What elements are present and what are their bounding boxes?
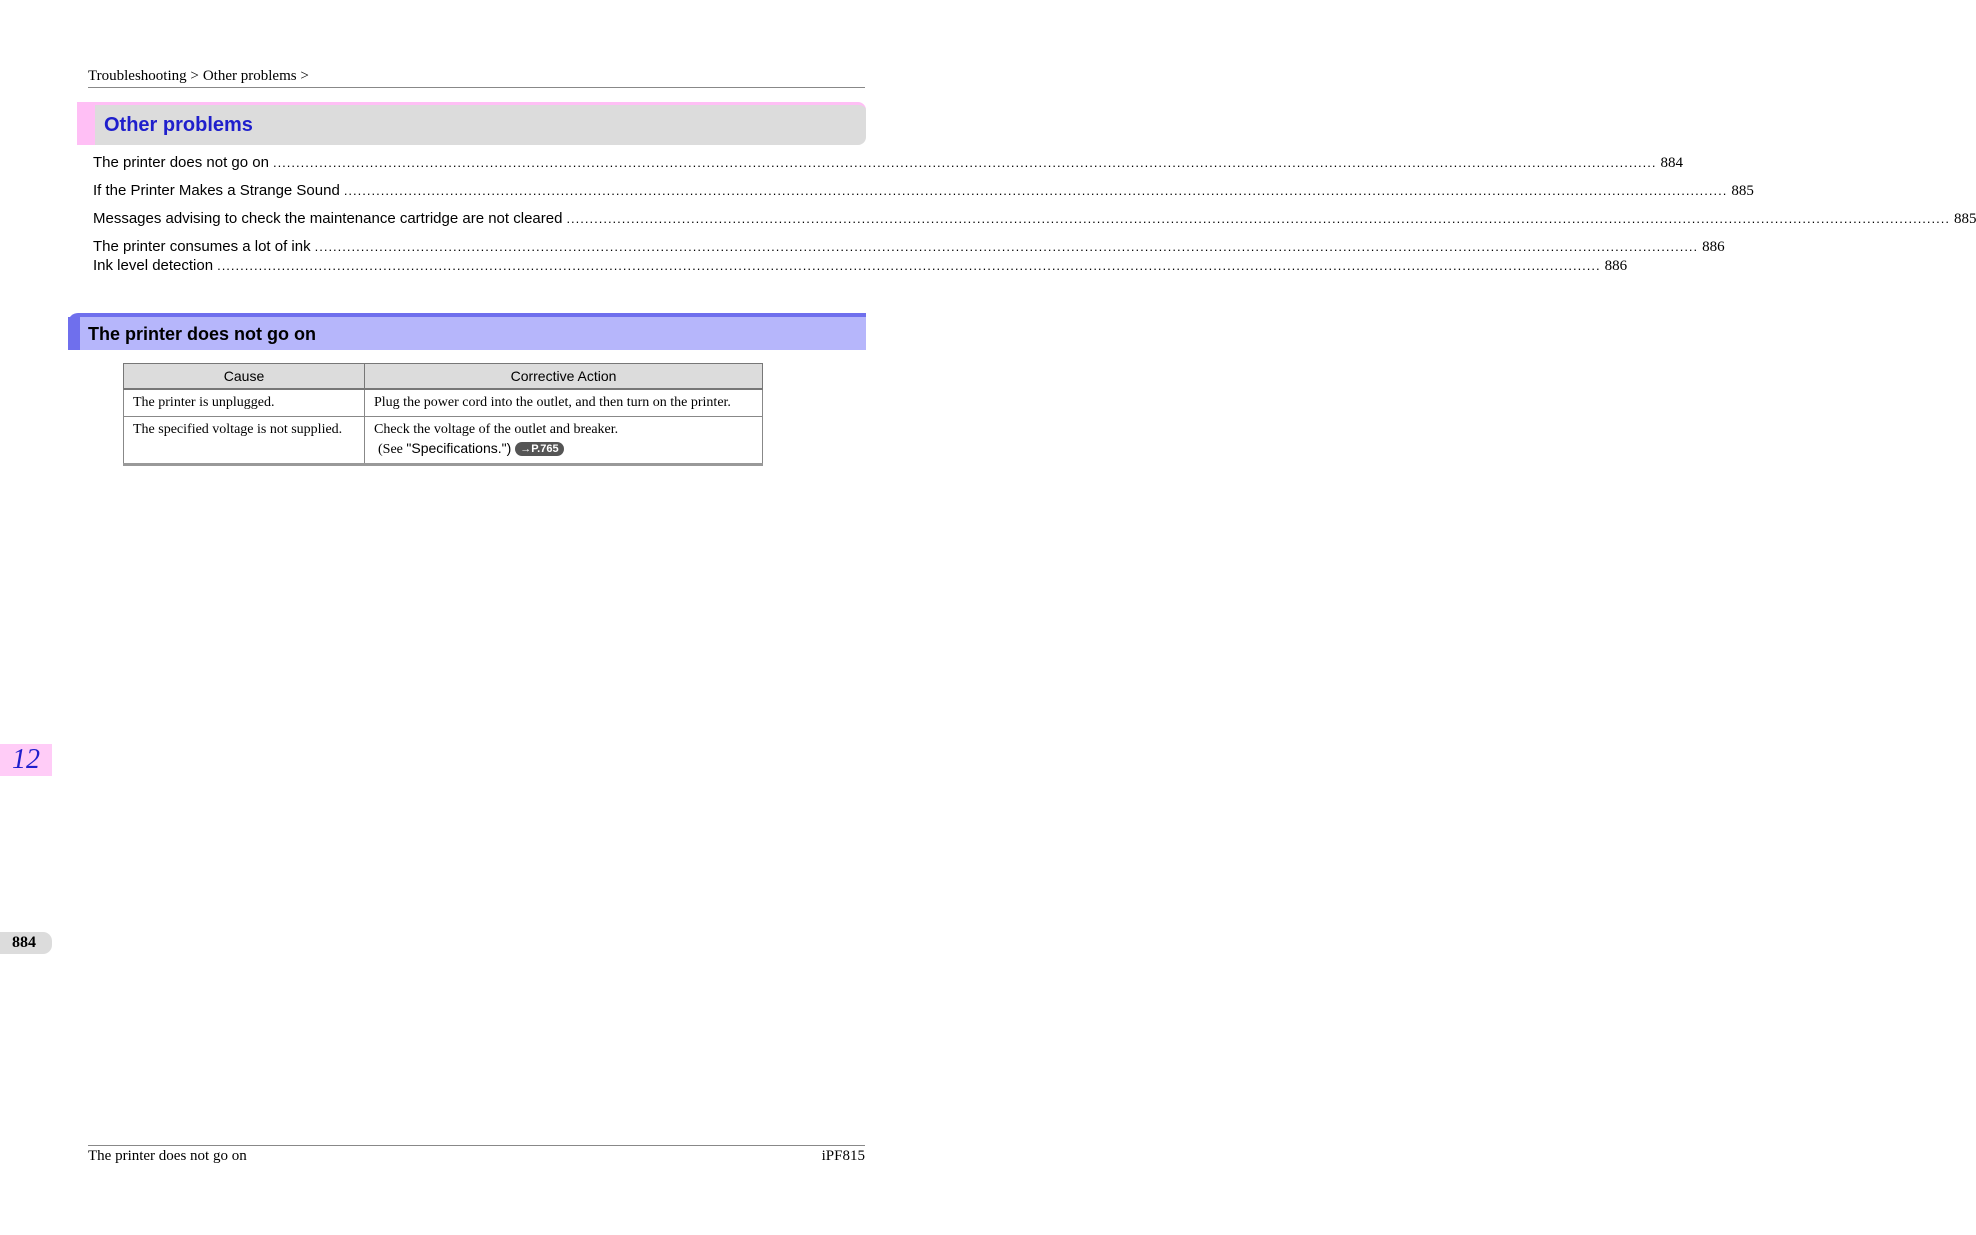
toc-item-page[interactable]: 886 xyxy=(1702,239,1725,255)
action-text: Check the voltage of the outlet and breaker. xyxy=(374,422,619,437)
action-cell xyxy=(365,417,763,465)
subsection-banner-accent xyxy=(68,317,80,350)
footer-section-title: The printer does not go on xyxy=(88,1148,247,1164)
section-banner-accent xyxy=(77,105,95,145)
toc-item[interactable] xyxy=(93,210,1976,230)
table-row xyxy=(124,389,763,417)
toc-leader-dots: ............................................................................................................................................................................................................................................................................................................ xyxy=(566,211,1950,226)
breadcrumb-item-other-problems[interactable]: Other problems > xyxy=(202,68,309,84)
toc-item[interactable] xyxy=(93,154,1683,174)
cause-cell: The specified voltage is not supplied. xyxy=(124,417,365,465)
toc-item-title[interactable]: Messages advising to check the maintenance cartridge are not cleared xyxy=(93,210,563,227)
toc-item[interactable] xyxy=(93,238,1725,258)
subsection-banner xyxy=(68,313,866,350)
table-header-row xyxy=(124,364,763,390)
see-reference xyxy=(374,439,753,459)
toc-item-page[interactable]: 884 xyxy=(1660,155,1683,171)
see-prefix: (See xyxy=(378,442,407,457)
toc-leader-dots: ............................................................................................................................................................................................................................................................................................................ xyxy=(314,239,1699,254)
toc-item-page[interactable]: 885 xyxy=(1953,211,1976,227)
cause-action-table xyxy=(123,363,763,466)
table-row xyxy=(124,417,763,465)
page-reference-link[interactable]: →P.765 xyxy=(515,442,563,456)
chapter-tab: 12 xyxy=(0,744,52,776)
toc-leader-dots: ............................................................................................................................................................................................................................................................................................................ xyxy=(272,155,1657,170)
toc-leader-dots: ............................................................................................................................................................................................................................................................................................................ xyxy=(343,183,1728,198)
page-number-tab: 884 xyxy=(0,932,52,954)
section-banner xyxy=(77,102,866,145)
page-footer xyxy=(88,1145,865,1165)
toc-item-title[interactable]: The printer consumes a lot of ink xyxy=(93,238,311,255)
toc-leader-dots: ............................................................................................................................................................................................................................................................................................................ xyxy=(217,258,1601,273)
footer-model-name: iPF815 xyxy=(821,1148,865,1164)
breadcrumb-item-troubleshooting[interactable]: Troubleshooting > xyxy=(88,68,199,84)
toc-item-title[interactable]: The printer does not go on xyxy=(93,154,269,171)
action-cell: Plug the power cord into the outlet, and then turn on the printer. xyxy=(365,389,763,417)
toc-item[interactable] xyxy=(93,257,1628,277)
subsection-title: The printer does not go on xyxy=(88,324,316,344)
toc-item-title[interactable]: If the Printer Makes a Strange Sound xyxy=(93,182,340,199)
breadcrumb xyxy=(88,66,865,88)
see-link-text: "Specifications.") xyxy=(406,440,512,456)
cause-cell: The printer is unplugged. xyxy=(124,389,365,417)
toc-item[interactable] xyxy=(93,182,1754,202)
toc-item-page[interactable]: 885 xyxy=(1731,183,1754,199)
column-header-action: Corrective Action xyxy=(365,364,763,390)
column-header-cause: Cause xyxy=(124,364,365,390)
toc-item-title[interactable]: Ink level detection xyxy=(93,257,214,274)
section-title: Other problems xyxy=(104,114,253,136)
toc-item-page[interactable]: 886 xyxy=(1604,258,1628,274)
